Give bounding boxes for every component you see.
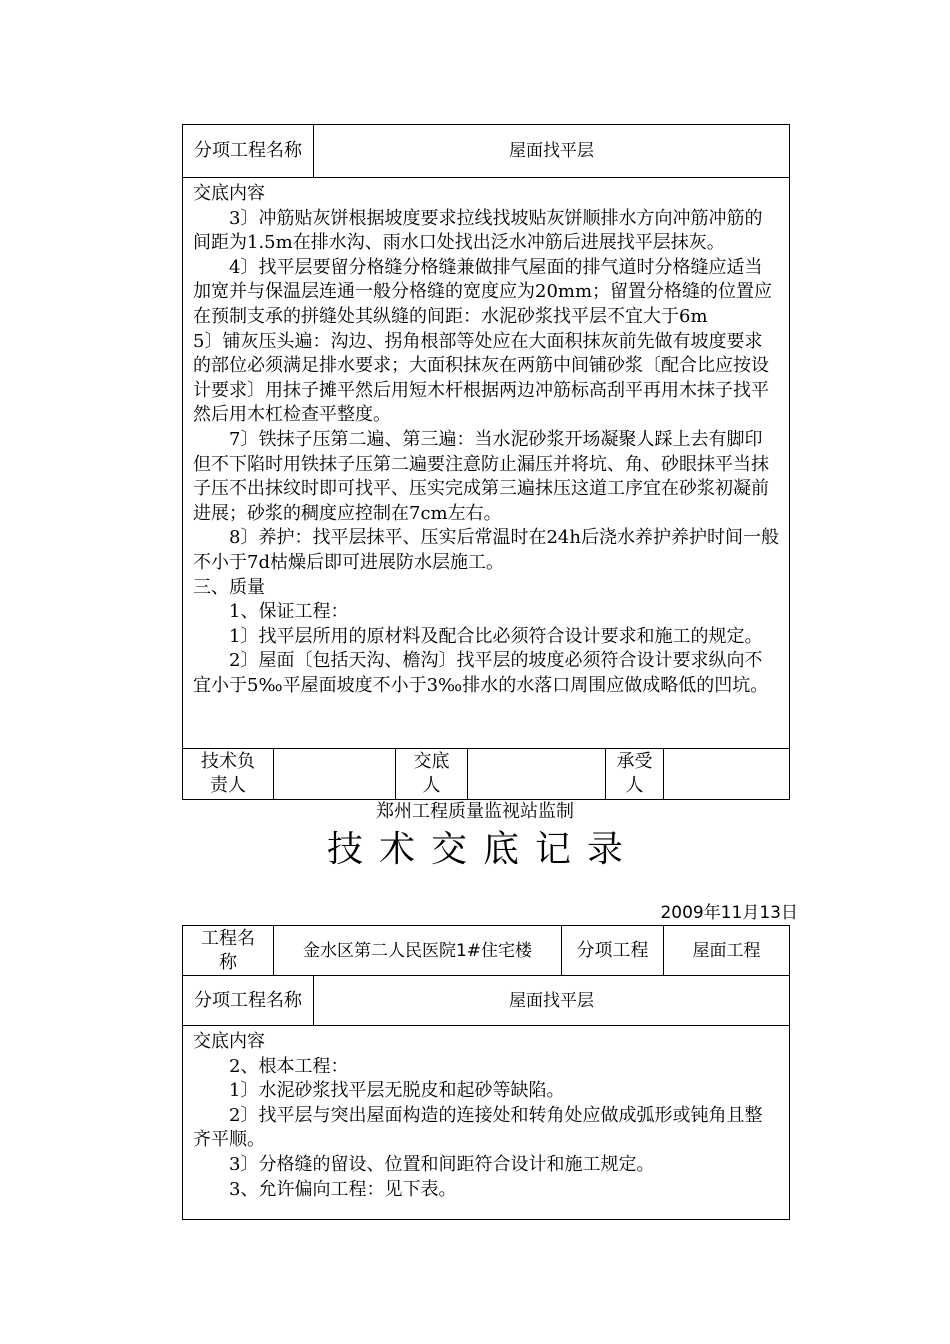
content-row — [183, 1026, 789, 1219]
section-heading: 三、质量 — [193, 576, 265, 598]
supervision-note: 郑州工程质量监视站监制 — [376, 801, 574, 822]
content-paragraph: 7〕铁抹子压第二遍、第三遍：当水泥砂浆开场凝聚人踩上去有脚印但不下陷时用铁抹子压第二遍要注意防止漏压并将坑、角、砂眼抹平当抹子压不出抹纹时即可找平、压实完成第三遍抹压这道工序宜在砂浆初凝前进展；砂浆的稠度应控制在7cm左右。 — [193, 428, 769, 524]
tech-lead-label: 技术负责人 — [201, 751, 255, 796]
project-label: 工程名称 — [201, 927, 255, 973]
content-paragraph: 3、允许偏向工程：见下表。 — [229, 1178, 457, 1200]
content-paragraph: 1、保证工程： — [229, 601, 349, 623]
project-value: 金水区第二人民医院1#住宅楼 — [273, 926, 561, 975]
receiver-signature — [663, 749, 789, 799]
project-row — [183, 926, 789, 976]
content-label: 交底内容 — [193, 1031, 265, 1052]
receiver-label: 承受人 — [605, 749, 663, 799]
disclosure-table-bottom — [182, 925, 790, 1220]
content-label: 交底内容 — [193, 183, 265, 204]
content-paragraph: 1〕水泥砂浆找平层无脱皮和起砂等缺陷。 — [229, 1080, 565, 1102]
subitem-label: 分项工程名称 — [194, 989, 302, 1011]
subitem-row — [183, 976, 789, 1026]
content-row — [183, 178, 789, 749]
content-paragraph: 2〕找平层与突出屋面构造的连接处和转角处应做成弧形或钝角且整齐平顺。 — [193, 1104, 763, 1151]
subproject-label: 分项工程 — [561, 926, 663, 975]
content-paragraph: 3〕冲筋贴灰饼根据坡度要求拉线找坡贴灰饼顺排水方向冲筋冲筋的间距为1.5m在排水沟、雨水口处找出泛水冲筋后进展找平层抹灰。 — [193, 207, 763, 254]
subproject-value: 屋面工程 — [663, 926, 789, 975]
subproject-value: 屋面找平层 — [313, 125, 789, 177]
document-title: 技术交底记录 — [326, 829, 639, 870]
subitem-value: 屋面找平层 — [313, 976, 789, 1025]
content-paragraph: 3〕分格缝的留设、位置和间距符合设计和施工规定。 — [229, 1153, 655, 1175]
content-paragraph: 2、根本工程： — [229, 1055, 349, 1077]
content-paragraph: 5〕铺灰压头遍：沟边、拐角根部等处应在大面积抹灰前先做有坡度要求的部位必须满足排水要求；大面积抹灰在两筋中间铺砂浆〔配合比应按设计要求〕用抹子摊平然后用短木杆根据两边冲筋标高刮平再用木抹子找平然后用木杠检查平整度。 — [193, 330, 769, 426]
discloser-signature — [467, 749, 605, 799]
content-paragraph: 1〕找平层所用的原材料及配合比必须符合设计要求和施工的规定。 — [229, 625, 763, 647]
tech-lead-signature — [273, 749, 395, 799]
signature-row — [183, 749, 789, 799]
content-paragraph: 2〕屋面〔包括天沟、檐沟〕找平层的坡度必须符合设计要求纵向不宜小于5‰平屋面坡度不小于3‰排水的水落口周围应做成略低的凹坑。 — [193, 650, 769, 696]
content-paragraph: 8〕养护：找平层抹平、压实后常温时在24h后浇水养护养护时间一般不小于7d枯燥后即可进展防水层施工。 — [193, 527, 779, 573]
subproject-row — [183, 125, 789, 178]
disclosure-content — [183, 1026, 789, 1219]
disclosure-table-top — [182, 124, 790, 800]
subproject-label: 分项工程名称 — [194, 140, 302, 161]
disclosure-content — [183, 178, 789, 748]
content-paragraph: 4〕找平层要留分格缝分格缝兼做排气屋面的排气道时分格缝应适当加宽并与保温层连通一般分格缝的宽度应为20mm；留置分格缝的位置应在预制支承的拼缝处其纵缝的间距：水泥砂浆找平层不宜大于6m — [193, 256, 773, 327]
discloser-label: 交底人 — [395, 749, 467, 799]
record-date: 2009年11月13日 — [660, 903, 798, 923]
